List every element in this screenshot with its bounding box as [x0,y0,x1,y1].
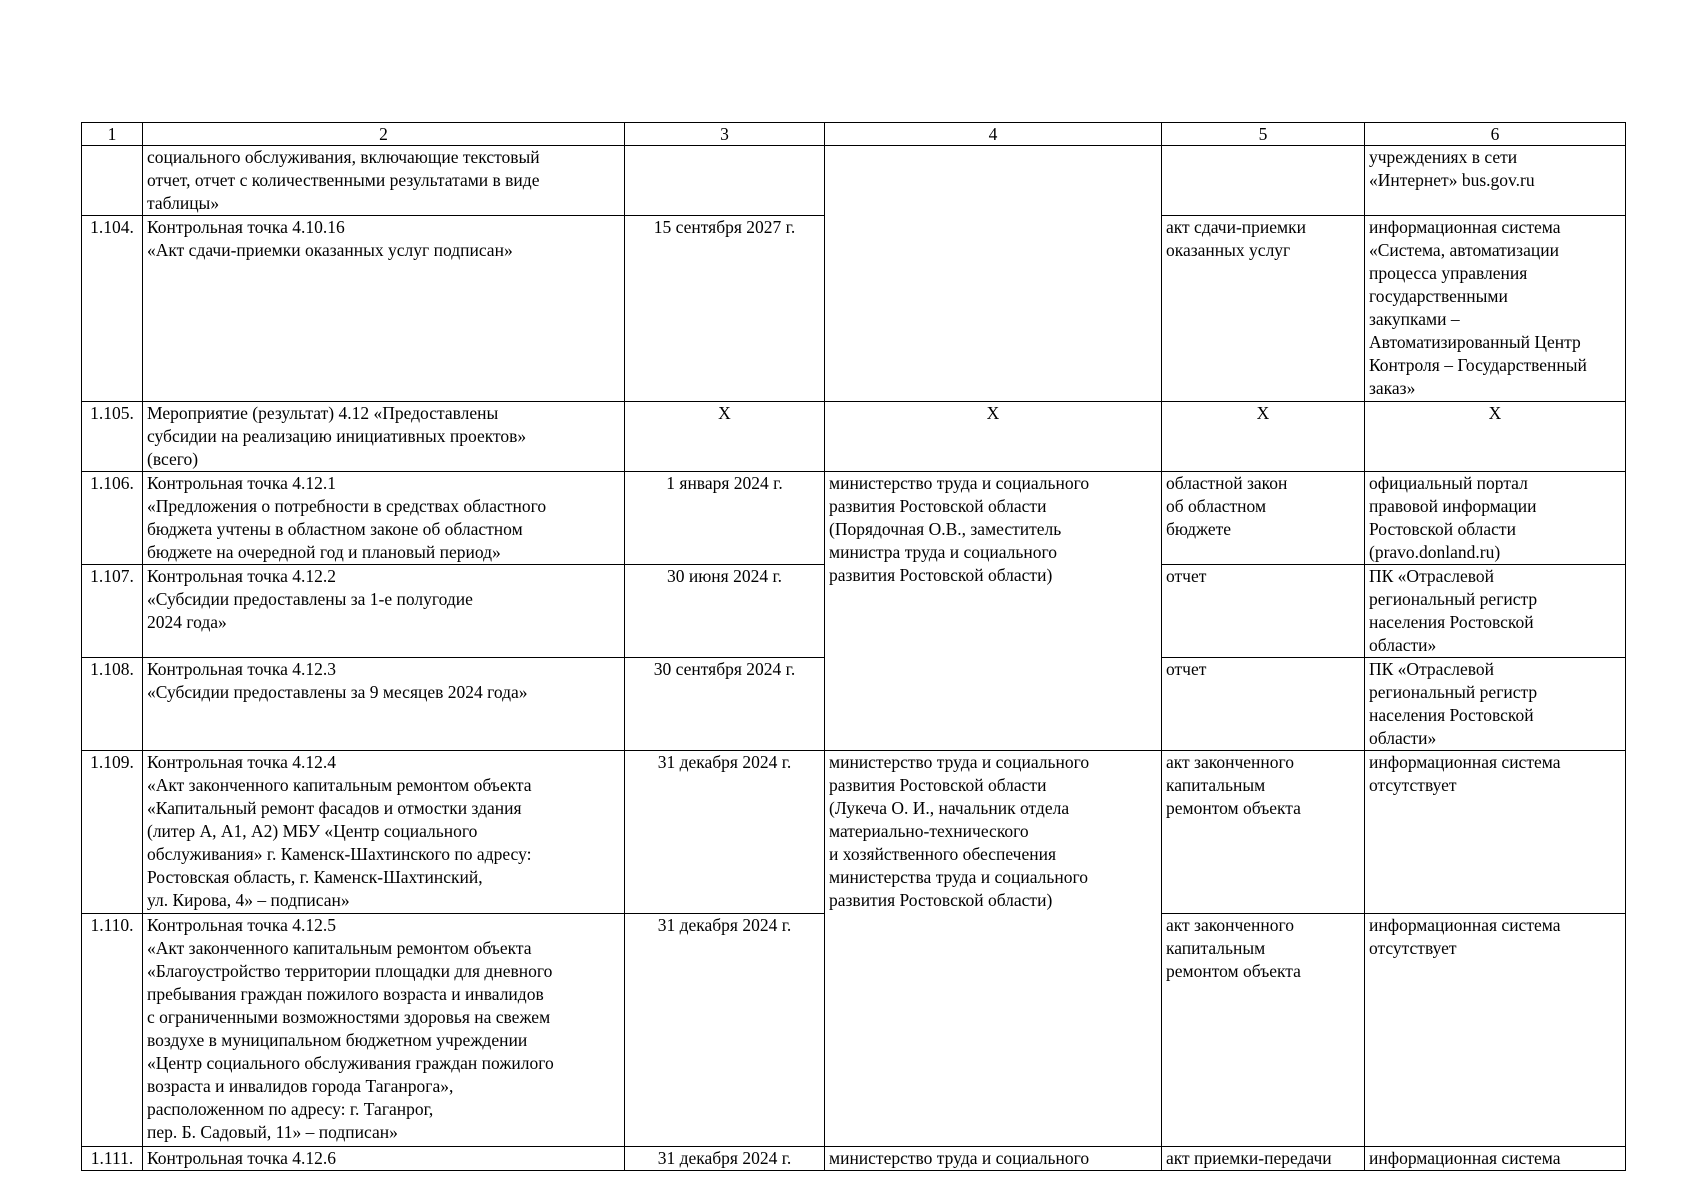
row-description: Контрольная точка 4.12.3 «Субсидии предоставлены за 9 месяцев 2024 года» [143,658,625,751]
row-responsible: министерство труда и социального [825,1147,1162,1171]
row-deadline: 1 января 2024 г. [625,472,825,565]
row-deadline [625,146,825,216]
row-responsible [825,146,1162,402]
row-info-system: информационная система отсутствует [1365,914,1626,1147]
row-responsible: министерство труда и социального развития Ростовской области (Порядочная О.В., заместитель министра труда и социального развития Ростовской области) [825,472,1162,751]
row-description: Контрольная точка 4.12.4 «Акт законченного капитальным ремонтом объекта «Капитальный ремонт фасадов и отмостки здания (литер А, А1, А2) МБУ «Центр социального обслуживания» г. Каменск-Шахтинского по адресу: Ростовская область, г. Каменск-Шахтинский, ул. Кирова, 4» – подписан» [143,751,625,914]
table-row [82,1147,1626,1171]
row-description: социального обслуживания, включающие текстовый отчет, отчет с количественными результатами в виде таблицы» [143,146,625,216]
row-document-type: X [1162,402,1365,472]
row-deadline: 31 декабря 2024 г. [625,751,825,914]
row-number: 1.104. [82,216,143,402]
row-document-type: областной закон об областном бюджете [1162,472,1365,565]
row-info-system: ПК «Отраслевой региональный регистр населения Ростовской области» [1365,658,1626,751]
row-deadline: 30 июня 2024 г. [625,565,825,658]
row-number: 1.106. [82,472,143,565]
header-col-6: 6 [1365,123,1626,146]
row-deadline: X [625,402,825,472]
row-document-type: отчет [1162,658,1365,751]
table-header-row [82,123,1626,146]
row-number: 1.107. [82,565,143,658]
table-row [82,472,1626,565]
row-deadline: 31 декабря 2024 г. [625,914,825,1147]
row-description: Контрольная точка 4.12.6 [143,1147,625,1171]
row-document-type: акт приемки-передачи [1162,1147,1365,1171]
row-document-type: акт законченного капитальным ремонтом объекта [1162,751,1365,914]
row-number: 1.111. [82,1147,143,1171]
row-document-type: акт сдачи-приемки оказанных услуг [1162,216,1365,402]
table-row [82,402,1626,472]
row-description: Мероприятие (результат) 4.12 «Предоставлены субсидии на реализацию инициативных проектов» (всего) [143,402,625,472]
row-description: Контрольная точка 4.12.5 «Акт законченного капитальным ремонтом объекта «Благоустройство территории площадки для дневного пребывания граждан пожилого возраста и инвалидов с ограниченными возможностями здоровья на свежем воздухе в муниципальном бюджетном учреждении «Центр социального обслуживания граждан пожилого возраста и инвалидов города Таганрога», расположенном по адресу: г. Таганрог, пер. Б. Садовый, 11» – подписан» [143,914,625,1147]
row-description: Контрольная точка 4.12.1 «Предложения о потребности в средствах областного бюджета учтены в областном законе об областном бюджете на очередной год и плановый период» [143,472,625,565]
row-info-system: X [1365,402,1626,472]
row-document-type: акт законченного капитальным ремонтом объекта [1162,914,1365,1147]
row-info-system: официальный портал правовой информации Ростовской области (pravo.donland.ru) [1365,472,1626,565]
header-col-2: 2 [143,123,625,146]
row-description: Контрольная точка 4.12.2 «Субсидии предоставлены за 1-е полугодие 2024 года» [143,565,625,658]
row-number: 1.109. [82,751,143,914]
header-col-5: 5 [1162,123,1365,146]
row-info-system: информационная система отсутствует [1365,751,1626,914]
table-row [82,751,1626,914]
row-info-system: информационная система [1365,1147,1626,1171]
row-responsible: министерство труда и социального развития Ростовской области (Лукеча О. И., начальник отдела материально-технического и хозяйственного обеспечения министерства труда и социального развития Ростовской области) [825,751,1162,1147]
row-responsible: X [825,402,1162,472]
row-document-type [1162,146,1365,216]
row-deadline: 15 сентября 2027 г. [625,216,825,402]
row-number [82,146,143,216]
row-info-system: ПК «Отраслевой региональный регистр населения Ростовской области» [1365,565,1626,658]
row-deadline: 30 сентября 2024 г. [625,658,825,751]
row-document-type: отчет [1162,565,1365,658]
row-number: 1.105. [82,402,143,472]
row-deadline: 31 декабря 2024 г. [625,1147,825,1171]
row-info-system: учреждениях в сети «Интернет» bus.gov.ru [1365,146,1626,216]
table-row [82,146,1626,216]
row-number: 1.110. [82,914,143,1147]
header-col-1: 1 [82,123,143,146]
row-info-system: информационная система «Система, автоматизации процесса управления государственными закупками – Автоматизированный Центр Контроля – Государственный заказ» [1365,216,1626,402]
header-col-4: 4 [825,123,1162,146]
row-description: Контрольная точка 4.10.16 «Акт сдачи-приемки оказанных услуг подписан» [143,216,625,402]
header-col-3: 3 [625,123,825,146]
row-number: 1.108. [82,658,143,751]
plan-table [81,122,1626,1171]
